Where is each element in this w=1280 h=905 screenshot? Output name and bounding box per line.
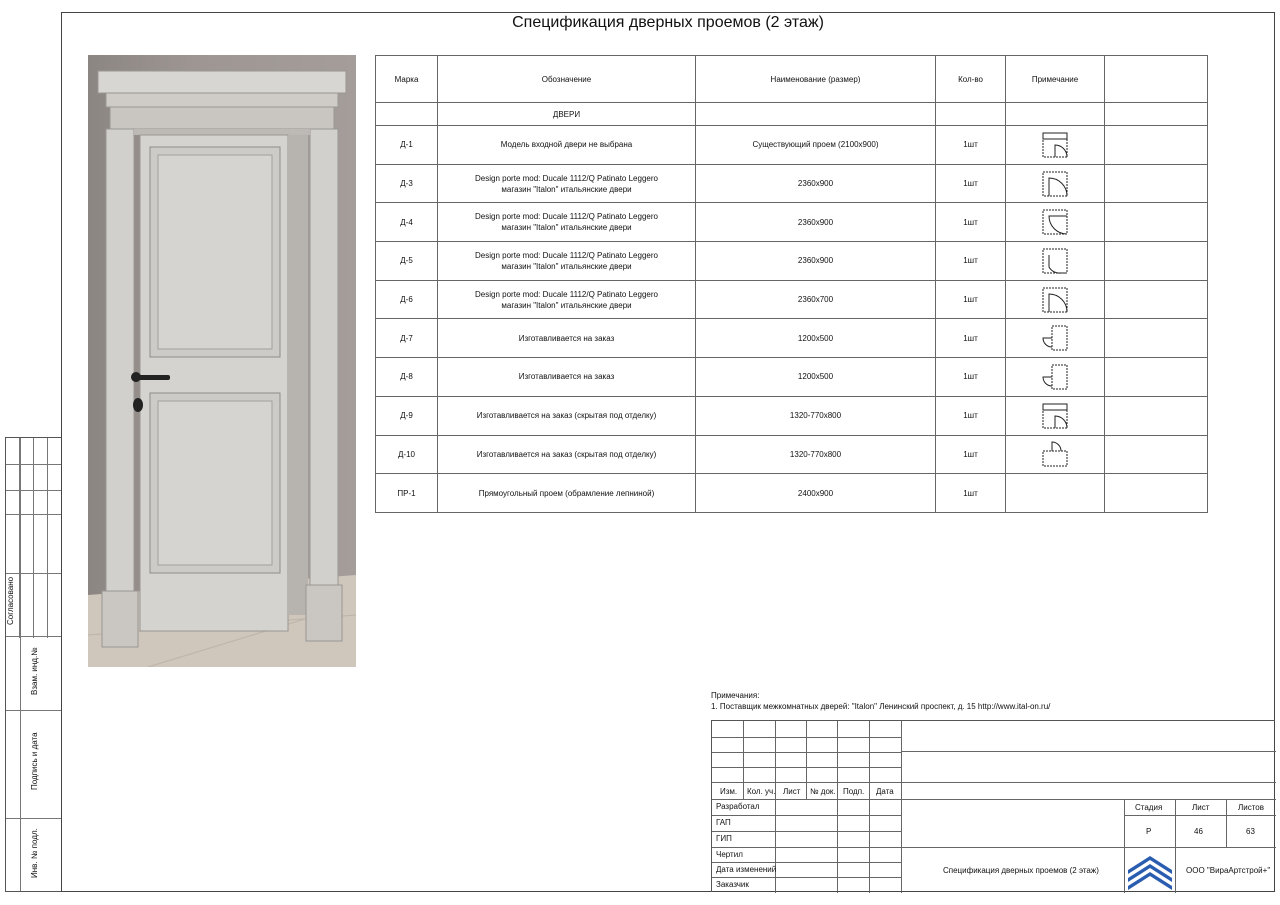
side-label-inv-in: Взам. инд.№ — [30, 647, 39, 695]
door-top-swing-icon — [1040, 285, 1070, 315]
cell-mark: ПР-1 — [376, 474, 438, 513]
cell-qty: 1шт — [936, 358, 1006, 397]
side-label-agreed: Согласовано — [6, 576, 15, 625]
door-left-out-swing-icon — [1040, 362, 1070, 392]
group-label: ДВЕРИ — [438, 103, 696, 126]
cell-designation — [438, 126, 696, 165]
tb-col-date: Дата — [876, 787, 894, 796]
cell-mark: Д-8 — [376, 358, 438, 397]
cell-qty: 1шт — [936, 164, 1006, 203]
side-label-inv-orig: Инв. № подл. — [30, 828, 39, 878]
cell-qty: 1шт — [936, 474, 1006, 513]
cell-designation — [438, 203, 696, 242]
door-photo — [88, 55, 356, 667]
page-title: Спецификация дверных проемов (2 этаж) — [512, 14, 824, 31]
designation-line-1: Design porte mod: Ducale 1112/Q Patinato Leggero — [475, 212, 658, 222]
cell-size: 1320-770х800 — [696, 435, 936, 474]
table-row — [376, 242, 1208, 281]
tb-col-doc: № док. — [810, 787, 836, 796]
tb-col-sign: Подп. — [843, 787, 865, 796]
cell-note — [1006, 280, 1105, 319]
table-group-row — [376, 103, 1208, 126]
cell-designation — [438, 280, 696, 319]
tb-role-change-date: Дата изменений — [716, 865, 777, 874]
header-qty: Кол-во — [936, 56, 1006, 103]
cell-size: 1200х500 — [696, 319, 936, 358]
cell-qty: 1шт — [936, 203, 1006, 242]
cell-qty: 1шт — [936, 396, 1006, 435]
cell-note — [1006, 396, 1105, 435]
tb-col-kol-uch: Кол. уч. — [747, 787, 776, 796]
tb-stage-label: Стадия — [1135, 803, 1163, 812]
door-left-out-swing-icon — [1040, 323, 1070, 353]
cell-mark: Д-7 — [376, 319, 438, 358]
cell-extra — [1105, 280, 1208, 319]
cell-extra — [1105, 126, 1208, 165]
cell-designation — [438, 358, 696, 397]
header-designation: Обозначение — [438, 56, 696, 103]
cell-extra — [1105, 242, 1208, 281]
table-row — [376, 474, 1208, 513]
cell-size: 2360х900 — [696, 164, 936, 203]
cell-size: Существующий проем (2100х900) — [696, 126, 936, 165]
tb-role-gip: ГИП — [716, 834, 732, 843]
cell-note — [1006, 474, 1105, 513]
notes-heading: Примечания: — [711, 691, 760, 700]
cell-size: 1320-770х800 — [696, 396, 936, 435]
tb-col-izm: Изм. — [720, 787, 738, 796]
header-name-size: Наименование (размер) — [696, 56, 936, 103]
side-label-sign-date: Подпись и дата — [30, 732, 39, 790]
title-block — [711, 720, 1275, 892]
cell-note — [1006, 242, 1105, 281]
cell-designation — [438, 474, 696, 513]
tb-role-drew: Чертил — [716, 850, 743, 859]
cell-qty: 1шт — [936, 126, 1006, 165]
tb-company: ООО "ВираАртстрой+" — [1186, 866, 1271, 875]
designation-line-2: магазин "Italon" итальянские двери — [501, 300, 632, 310]
cell-extra — [1105, 396, 1208, 435]
tb-sheet-value: 46 — [1194, 827, 1203, 836]
cell-extra — [1105, 358, 1208, 397]
tb-sheets-label: Листов — [1238, 803, 1264, 812]
cell-extra — [1105, 203, 1208, 242]
cell-note — [1006, 319, 1105, 358]
cell-note — [1006, 203, 1105, 242]
designation-line-2: магазин "Italon" итальянские двери — [501, 184, 632, 194]
door-spec-table — [375, 55, 1208, 513]
table-row — [376, 435, 1208, 474]
cell-designation — [438, 396, 696, 435]
cell-mark: Д-1 — [376, 126, 438, 165]
cell-size: 2360х700 — [696, 280, 936, 319]
cell-mark: Д-5 — [376, 242, 438, 281]
cell-note — [1006, 126, 1105, 165]
cell-size: 2400х900 — [696, 474, 936, 513]
table-row — [376, 358, 1208, 397]
cell-mark: Д-3 — [376, 164, 438, 203]
tb-role-developed: Разработал — [716, 802, 760, 811]
designation-line-1: Прямоугольный проем (обрамление лепниной) — [478, 488, 655, 498]
cell-extra — [1105, 164, 1208, 203]
notes — [711, 690, 1050, 712]
designation-line-2: магазин "Italon" итальянские двери — [501, 223, 632, 233]
table-row — [376, 164, 1208, 203]
notes-line-1: 1. Поставщик межкомнатных дверей: "Italon" Ленинский проспект, д. 15 http://www.ital-on.ru/ — [711, 702, 1051, 711]
designation-line-1: Design porte mod: Ducale 1112/Q Patinato Leggero — [475, 250, 658, 260]
cell-designation — [438, 319, 696, 358]
cell-mark: Д-9 — [376, 396, 438, 435]
designation-line-2: магазин "Italon" итальянские двери — [501, 261, 632, 271]
cell-note — [1006, 358, 1105, 397]
door-left-swing-icon — [1040, 207, 1070, 237]
cell-extra — [1105, 474, 1208, 513]
header-note: Примечание — [1006, 56, 1105, 103]
cell-qty: 1шт — [936, 319, 1006, 358]
designation-line-1: Модель входной двери не выбрана — [500, 140, 633, 150]
cell-note — [1006, 435, 1105, 474]
cell-mark: Д-6 — [376, 280, 438, 319]
cell-designation — [438, 242, 696, 281]
cell-size: 2360х900 — [696, 203, 936, 242]
cell-extra — [1105, 435, 1208, 474]
designation-line-1: Изготавливается на заказ (скрытая под отделку) — [476, 449, 657, 459]
designation-line-1: Изготавливается на заказ — [518, 333, 615, 343]
tb-role-gap: ГАП — [716, 818, 731, 827]
cell-size: 1200х500 — [696, 358, 936, 397]
designation-line-1: Изготавливается на заказ — [518, 372, 615, 382]
designation-line-1: Design porte mod: Ducale 1112/Q Patinato Leggero — [475, 173, 658, 183]
tb-stage-value: Р — [1146, 827, 1152, 836]
header-mark: Марка — [376, 56, 438, 103]
tb-col-list: Лист — [783, 787, 801, 796]
tb-role-customer: Заказчик — [716, 880, 749, 889]
cell-note — [1006, 164, 1105, 203]
table-row — [376, 126, 1208, 165]
table-row — [376, 319, 1208, 358]
tb-sheets-value: 63 — [1246, 827, 1255, 836]
table-row — [376, 203, 1208, 242]
door-right-swing-icon — [1040, 401, 1070, 431]
door-top-out-swing-icon — [1040, 439, 1070, 469]
table-row — [376, 396, 1208, 435]
cell-qty: 1шт — [936, 242, 1006, 281]
tb-doc-title: Спецификация дверных проемов (2 этаж) — [943, 866, 1099, 875]
cell-extra — [1105, 319, 1208, 358]
company-logo-icon — [1128, 852, 1172, 890]
door-right-swing-icon — [1040, 130, 1070, 160]
door-top-swing-icon — [1040, 169, 1070, 199]
door-bottom-swing-icon — [1040, 246, 1070, 276]
cell-qty: 1шт — [936, 280, 1006, 319]
cell-qty: 1шт — [936, 435, 1006, 474]
designation-line-1: Изготавливается на заказ (скрытая под отделку) — [476, 411, 657, 421]
header-extra — [1105, 56, 1208, 103]
table-header-row — [376, 56, 1208, 103]
designation-line-1: Design porte mod: Ducale 1112/Q Patinato Leggero — [475, 289, 658, 299]
tb-sheet-label: Лист — [1192, 803, 1210, 812]
cell-size: 2360х900 — [696, 242, 936, 281]
cell-designation — [438, 435, 696, 474]
cell-mark: Д-10 — [376, 435, 438, 474]
cell-mark: Д-4 — [376, 203, 438, 242]
table-row — [376, 280, 1208, 319]
cell-designation — [438, 164, 696, 203]
